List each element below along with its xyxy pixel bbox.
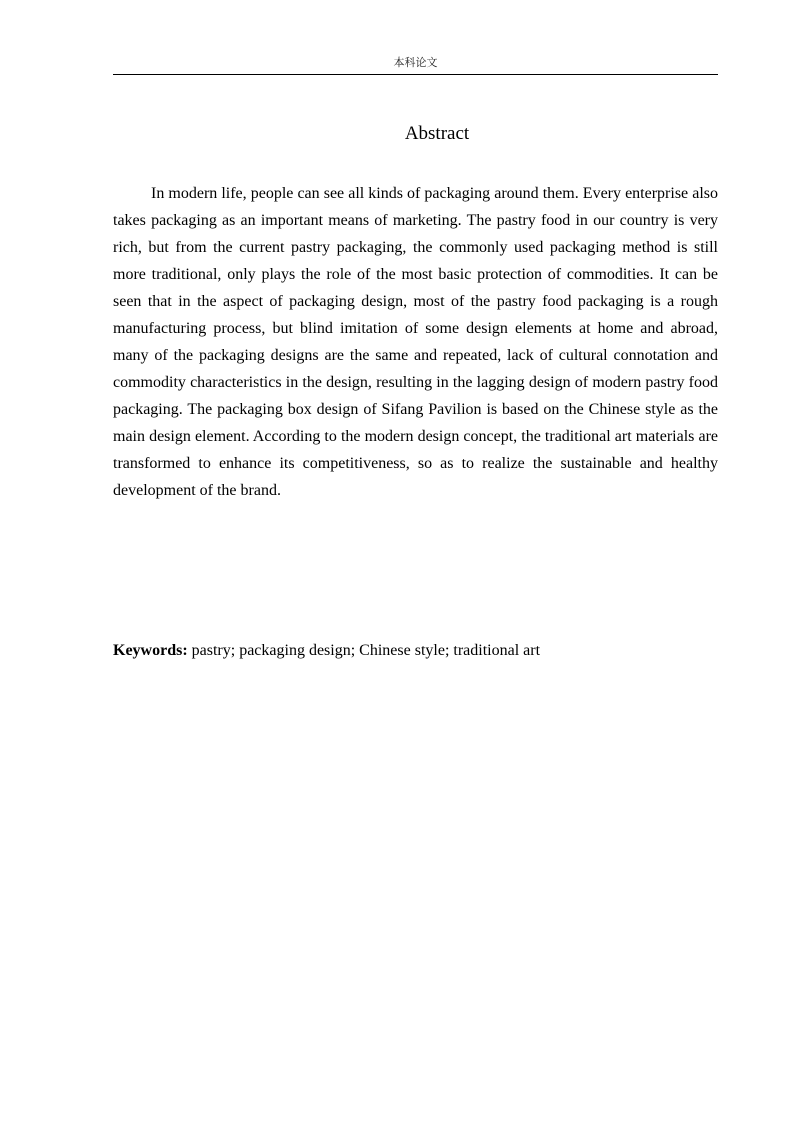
header-text: 本科论文 (393, 56, 438, 69)
keywords-line (113, 637, 718, 664)
keywords-text: pastry; packaging design; Chinese style; traditional art (191, 642, 541, 659)
keywords-label: Keywords: (113, 642, 188, 659)
page-header (113, 53, 718, 75)
abstract-body: In modern life, people can see all kinds of packaging around them. Every enterprise also takes packaging as an important means of marketing. The pastry food in our country is very rich, but from the current pastry packaging, the commonly used packaging method is still more traditional, only plays the role of the most basic protection of commodities. It can be seen that in the aspect of packaging design, most of the pastry food packaging is a rough manufacturing process, but blind imitation of some design elements at home and abroad, many of the packaging designs are the same and repeated, lack of cultural connotation and commodity characteristics in the design, resulting in the lagging design of modern pastry food packaging. The packaging box design of Sifang Pavilion is based on the Chinese style as the main design element. According to the modern design concept, the traditional art materials are transformed to enhance its competitiveness, so as to realize the sustainable and healthy development of the brand. (113, 185, 718, 499)
abstract-title: Abstract (404, 123, 470, 144)
